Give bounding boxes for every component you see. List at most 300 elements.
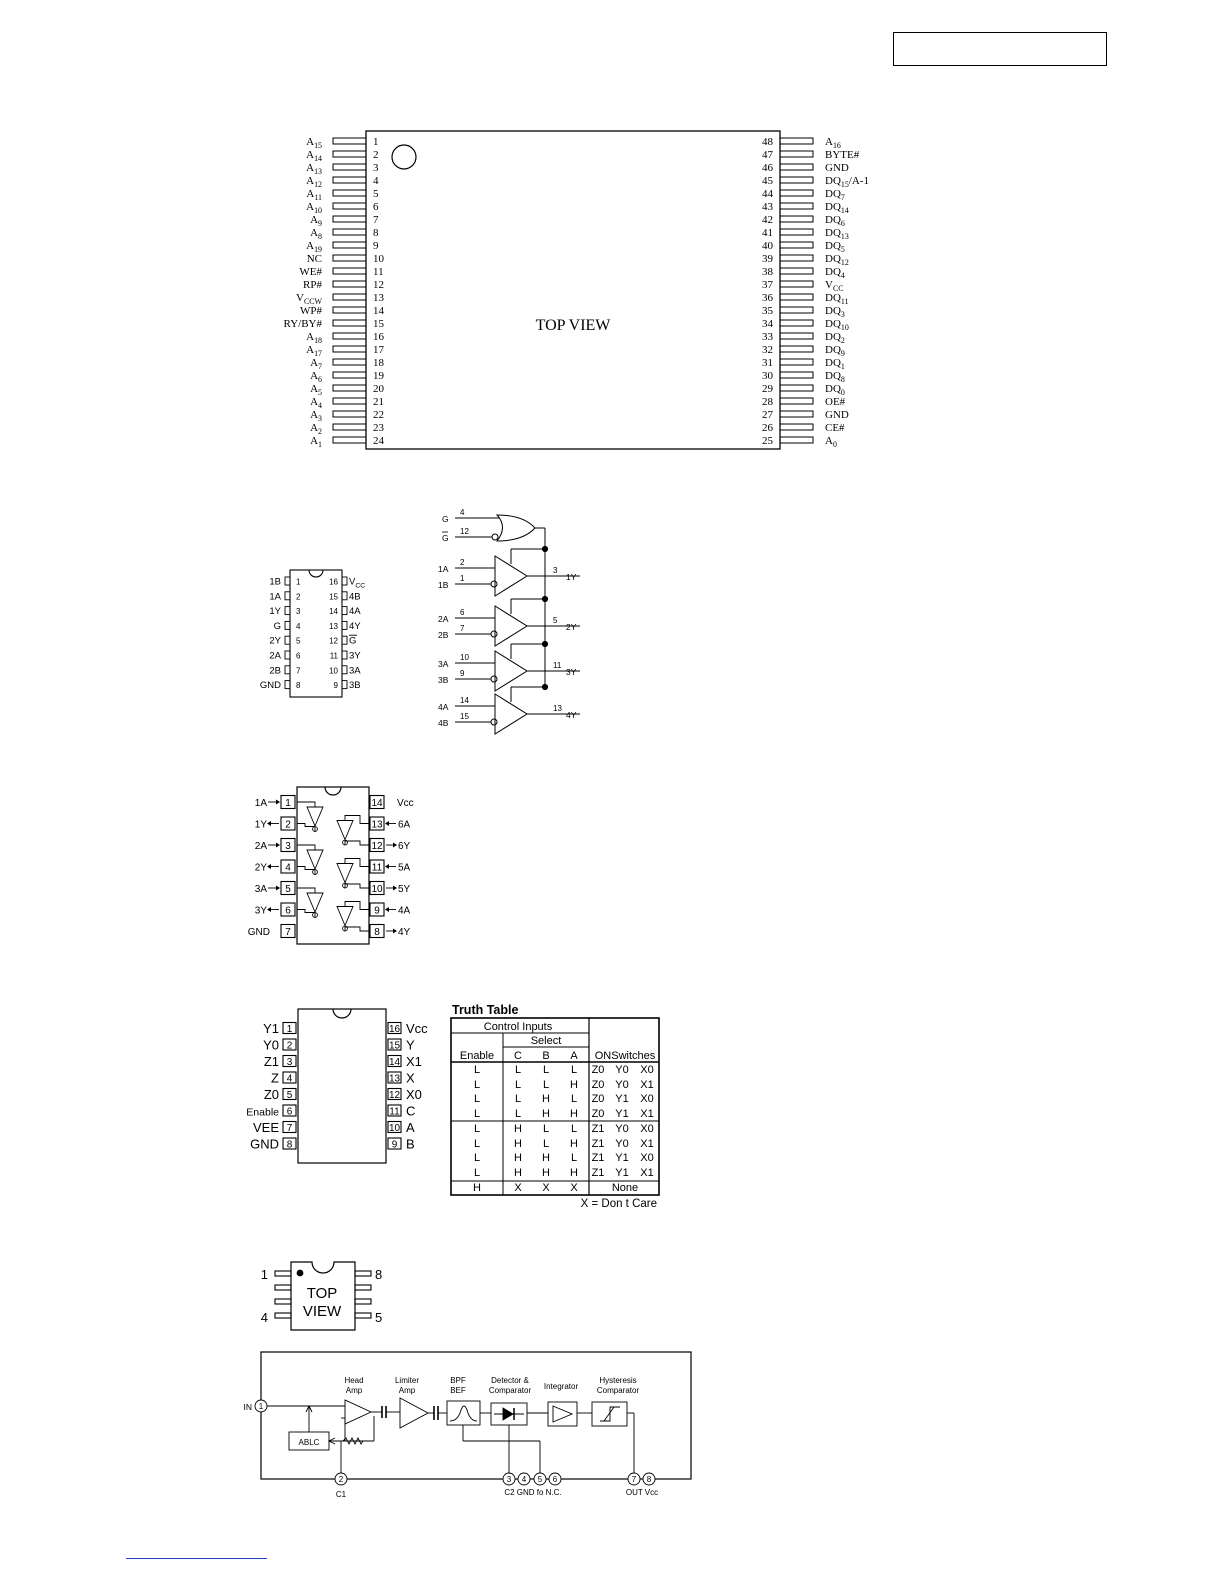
analog-mux-left-pins	[246, 1021, 296, 1152]
pin-number: 15	[373, 318, 384, 330]
pin-label: $A_{14}$	[306, 149, 322, 163]
tsop48-pin-23	[310, 422, 384, 436]
hex-pin-1	[255, 796, 295, 810]
truth-table-cell: L	[514, 1064, 522, 1076]
pin-number: 4	[373, 175, 379, 187]
pin-label: Vcc	[397, 798, 414, 809]
output-label: 2Y	[566, 622, 577, 632]
truth-table-cell: Z0	[591, 1108, 605, 1120]
pin-number: 5	[285, 884, 291, 895]
pin-number: 25	[762, 435, 773, 447]
tsop48-pin-10	[307, 253, 385, 265]
truth-table-header: A	[570, 1050, 578, 1062]
truth-table-cell: H	[542, 1093, 550, 1105]
pin-number: 16	[329, 577, 338, 587]
input-b-pin: 7	[460, 624, 465, 633]
truth-table-cell: Z0	[591, 1079, 605, 1091]
block-label-line1: Integrator	[543, 1382, 579, 1391]
hex-pin-14	[370, 796, 414, 810]
truth-table-cell: X1	[640, 1108, 654, 1120]
block-pin-1	[255, 1400, 267, 1412]
truth-table-cell: H	[570, 1167, 578, 1179]
truth-table-row	[474, 1167, 654, 1179]
output-pin: 5	[553, 616, 558, 625]
pin-number: 9	[333, 681, 338, 691]
pin-number: 6	[552, 1475, 558, 1484]
truth-table-cell: L	[542, 1079, 550, 1091]
dip16-right-pins	[329, 577, 365, 692]
pin-label: GND	[250, 1136, 279, 1152]
tsop48-package	[283, 131, 868, 449]
pin-number: 46	[762, 162, 773, 174]
analog-mux-package	[246, 1009, 428, 1163]
pin-number: 1	[286, 1024, 293, 1035]
truth-table-cell: H	[542, 1167, 550, 1179]
tsop48-pin-39	[762, 253, 849, 267]
block-label-6	[597, 1376, 640, 1395]
pin-number: 8	[296, 681, 301, 691]
pin-number: 15	[388, 1040, 401, 1052]
pin-label: $DQ_9$	[825, 344, 845, 358]
pin-label: Y1	[263, 1021, 279, 1036]
tsop48-right-pins	[762, 136, 869, 449]
inverter-6	[337, 816, 369, 846]
gate-pin-number: 12	[460, 527, 469, 536]
pin-number: 6	[373, 201, 379, 213]
hex-pin-6	[255, 903, 295, 917]
pin-number: 3	[285, 841, 291, 852]
pin-label: 2B	[269, 665, 281, 677]
analog-mux-right-pins	[388, 1021, 428, 1152]
input-a-pin: 10	[460, 653, 469, 662]
pin-number: 9	[391, 1139, 398, 1151]
pin-number: 10	[371, 884, 383, 895]
soic8-label-view: VIEW	[302, 1303, 342, 1320]
tsop48-pin-4	[306, 175, 379, 189]
hex-pin-2	[255, 817, 295, 831]
truth-table-cell: X1	[640, 1079, 654, 1091]
tsop48-pin-38	[762, 266, 845, 280]
pin-label: $DQ_2$	[825, 331, 845, 345]
truth-table-cell: Y1	[615, 1108, 629, 1120]
pin-label: 4Y	[349, 620, 361, 632]
pin-label: NC	[306, 253, 322, 265]
pin-number: 16	[373, 331, 384, 343]
truth-table-cell: Z1	[591, 1138, 605, 1150]
hex-pin-8	[370, 925, 411, 939]
pin-number: 2	[296, 592, 301, 602]
dip16-pin-7	[269, 665, 301, 676]
pin-number: 8	[286, 1139, 293, 1151]
truth-table-cell: Y0	[615, 1064, 629, 1076]
block-label-line2: Comparator	[596, 1386, 640, 1395]
pin-label: $DQ_8$	[825, 370, 845, 384]
pin-label: 1B	[269, 576, 281, 588]
amux-pin-11	[388, 1104, 415, 1119]
tsop48-pin-45	[762, 175, 869, 189]
pin-number: 12	[371, 841, 383, 852]
pin-label: $DQ_{15}/A-1$	[825, 175, 869, 189]
pin-label: 3Y	[254, 905, 267, 917]
dip16-pin-16	[329, 577, 365, 590]
pin-number: 11	[371, 862, 383, 874]
pin-number: 12	[388, 1090, 401, 1101]
pin-label: $A_{12}$	[306, 175, 322, 189]
pin-label: WE#	[299, 266, 322, 278]
tsop48-body	[366, 131, 780, 449]
pin-number: 6	[285, 905, 291, 917]
pin-number: 5	[296, 636, 301, 646]
gate-pin-number: 4	[460, 508, 465, 517]
pin-number: 4	[285, 862, 291, 874]
tsop48-pin-2	[306, 149, 378, 163]
dip16-pin-9	[334, 680, 361, 691]
ir-receiver-block-diagram	[244, 1352, 692, 1499]
pin-label: $DQ_{11}$	[825, 292, 849, 306]
truth-table-row	[474, 1064, 654, 1076]
truth-table	[451, 1003, 659, 1210]
pin-label: $A_0$	[825, 435, 837, 449]
input-b-label: 1B	[438, 580, 449, 590]
truth-table-cell: X	[542, 1182, 550, 1194]
pin-label: 3A	[349, 665, 361, 677]
truth-table-cell: Y1	[615, 1167, 629, 1179]
truth-table-cell: L	[542, 1123, 550, 1135]
hex-pin-10	[370, 882, 411, 896]
pin-number: 7	[296, 666, 301, 676]
pin-label: 4A	[349, 606, 361, 618]
truth-table-cell: X0	[640, 1064, 654, 1076]
tsop48-pin-28	[762, 396, 846, 408]
pin-label: 4A	[398, 905, 411, 917]
pin-label: RP#	[303, 279, 322, 291]
pin-number: 9	[373, 240, 379, 252]
tsop48-pin-18	[310, 357, 384, 371]
pin-label: 1Y	[254, 819, 267, 831]
tsop48-pin-16	[306, 331, 384, 345]
pin-label: 2A	[254, 841, 267, 852]
pin-number: 5	[373, 188, 379, 200]
inversion-bubble	[491, 676, 497, 682]
input-b-label: 2B	[438, 630, 449, 640]
pin-number: 39	[762, 253, 773, 265]
output-pin: 11	[553, 661, 562, 670]
pin-number: 9	[374, 905, 380, 917]
pin-number: 12	[373, 279, 384, 291]
pin-number: 10	[388, 1123, 401, 1134]
pin-number: 13	[371, 819, 383, 831]
block-pin-2	[335, 1473, 347, 1485]
pin-label: 1A	[269, 591, 281, 603]
pin-number: 3	[286, 1057, 293, 1068]
pin-label: $DQ_7$	[825, 188, 845, 202]
dip16-pin-11	[330, 651, 362, 662]
pin-label: $V_{CC}$	[349, 576, 366, 590]
soic8-pin-5: 5	[375, 1310, 383, 1325]
dip16-pin-5	[269, 636, 301, 647]
tsop48-pin-40	[762, 240, 845, 254]
truth-table-cell: Z0	[591, 1093, 605, 1105]
pin-number: 2	[338, 1475, 344, 1484]
pin-number: 15	[329, 592, 338, 602]
hex-pin-7	[248, 925, 295, 939]
truth-table-cell: L	[473, 1167, 481, 1179]
block-label-5	[544, 1382, 579, 1391]
limiter-amp-block	[400, 1398, 428, 1428]
pin-number: 13	[388, 1073, 401, 1085]
truth-table-row	[474, 1123, 654, 1135]
pin-number: 8	[373, 227, 379, 239]
pin-number: 1	[296, 577, 301, 587]
hex-inverter-body	[297, 787, 369, 944]
pin-number: 12	[329, 636, 338, 646]
truth-table-cell: H	[570, 1138, 578, 1150]
truth-table-cell: H	[514, 1138, 522, 1150]
pin-number: 29	[762, 383, 773, 395]
dip16-pin-4	[274, 621, 301, 632]
truth-table-cell: L	[514, 1079, 522, 1091]
inversion-bubble	[492, 534, 498, 540]
pin-number: 7	[285, 927, 291, 938]
pin-number: 36	[762, 292, 773, 304]
pin-label: 5A	[398, 862, 411, 874]
truth-table-cell: Z1	[591, 1123, 605, 1135]
pin-label: Z	[271, 1070, 279, 1086]
pin-number: 1	[258, 1402, 264, 1411]
pin-label: $A_{11}$	[306, 188, 322, 202]
pin-number: 3	[506, 1475, 512, 1484]
tsop48-pin-15	[283, 318, 384, 330]
junction-dot	[542, 684, 547, 689]
tsop48-pin-32	[762, 344, 845, 358]
amux-pin-13	[388, 1071, 415, 1086]
pin-label: Vcc	[406, 1021, 428, 1036]
pin-number: 8	[646, 1475, 652, 1484]
head-amp-block	[345, 1400, 371, 1424]
dip16-left-pins	[260, 577, 301, 692]
dip16-pin-10	[329, 665, 361, 676]
pin-number: 11	[329, 651, 338, 661]
pin-number: 11	[389, 1106, 400, 1118]
dip16-pin-14	[329, 606, 361, 617]
hex-inverter-left-pins	[248, 796, 295, 939]
tsop48-pin-36	[762, 292, 849, 306]
hex-pin-13	[370, 817, 411, 831]
hex-pin-3	[255, 839, 295, 853]
pin-label: $A_{13}$	[306, 162, 322, 176]
truth-table-cell: X0	[640, 1093, 654, 1105]
pin-number: 48	[762, 136, 773, 148]
tsop48-pin-17	[306, 344, 384, 358]
pin-label: $DQ_0$	[825, 383, 845, 397]
pin-number: 37	[762, 279, 773, 291]
truth-table-cell: L	[473, 1108, 481, 1120]
amux-pin-12	[388, 1087, 422, 1102]
pin-number: 27	[762, 409, 773, 421]
tsop48-pin-3	[306, 162, 379, 176]
truth-table-cell: Y0	[615, 1138, 629, 1150]
tsop48-pin-42	[762, 214, 845, 228]
tsop48-pin-35	[762, 305, 845, 319]
tsop48-pin-26	[762, 422, 845, 434]
pin-label: $A_3$	[310, 409, 322, 423]
pin-number: 2	[285, 819, 291, 831]
pin-label: WP#	[300, 305, 322, 317]
block-label-line1: BPF	[450, 1376, 466, 1385]
tsop48-pin-34	[762, 318, 849, 332]
soic8-label-top: TOP	[306, 1285, 338, 1302]
pin-label: $A_9$	[310, 214, 322, 228]
pin-label: $A_4$	[310, 396, 322, 410]
truth-table-cell: L	[570, 1093, 578, 1105]
tsop48-pin-12	[303, 279, 384, 291]
block-label-line1: Head	[344, 1376, 364, 1385]
pin-label: Y	[406, 1037, 415, 1053]
truth-table-cell: H	[473, 1182, 481, 1194]
pin-number: 14	[371, 798, 383, 809]
junction-dot	[542, 546, 547, 551]
inverter-2	[297, 845, 323, 875]
pin-number: 4	[521, 1475, 527, 1484]
amux-pin-5	[264, 1087, 296, 1102]
output-pin: 13	[553, 704, 562, 713]
analog-mux-notch	[333, 1009, 351, 1018]
input-a-pin: 6	[460, 608, 465, 617]
pin-label: 2Y	[254, 862, 267, 874]
tsop48-pin-7	[310, 214, 379, 228]
pin-label: Z0	[263, 1087, 279, 1102]
tsop48-pin-41	[762, 227, 849, 241]
pin-number: 7	[373, 214, 379, 226]
truth-table-cell: Z0	[591, 1064, 605, 1076]
pin-label: $DQ_6$	[825, 214, 845, 228]
tsop48-pin-27	[762, 409, 849, 421]
tsop48-pin-19	[310, 370, 384, 384]
dip16-pin-13	[329, 621, 361, 632]
truth-table-cell: L	[473, 1064, 481, 1076]
pin-label: 4Y	[398, 927, 411, 938]
pin-label: $A_5$	[310, 383, 322, 397]
output-pin: 3	[553, 566, 558, 575]
input-a-label: 3A	[438, 659, 449, 669]
pin-number: 35	[762, 305, 773, 317]
input-b-pin: 1	[460, 574, 465, 583]
truth-table-cell: L	[570, 1152, 578, 1164]
pin-label: 6Y	[398, 841, 411, 852]
select-header: Select	[530, 1035, 562, 1047]
pin-number: 3	[373, 162, 379, 174]
truth-table-row	[474, 1138, 654, 1150]
tsop48-pin-1	[306, 136, 378, 150]
inverter-4	[337, 902, 369, 932]
tsop48-pin-33	[762, 331, 845, 345]
tsop48-pin-5	[306, 188, 379, 202]
tsop48-pin-8	[310, 227, 379, 241]
pin-label: Z1	[263, 1054, 279, 1069]
pin-number: 10	[373, 253, 384, 265]
pin-number: 3	[296, 607, 301, 617]
pin-number: 1	[373, 136, 379, 148]
pin-number: 10	[329, 666, 338, 676]
truth-table-cell: X0	[640, 1123, 654, 1135]
pin-label: $A_{17}$	[306, 344, 322, 358]
truth-table-cell: H	[514, 1167, 522, 1179]
tsop48-pin-29	[762, 383, 845, 397]
pin-number: 6	[296, 651, 301, 661]
input-a-label: 1A	[438, 564, 449, 574]
truth-table-cell: L	[473, 1152, 481, 1164]
junction-dot	[542, 596, 547, 601]
pin-label: 2A	[269, 650, 281, 662]
pin-label: $A_{19}$	[306, 240, 322, 254]
pin-label: G	[273, 620, 281, 632]
truth-table-cell: L	[542, 1138, 550, 1150]
block-label-line1: Limiter	[394, 1376, 420, 1385]
tsop48-left-pins	[283, 136, 384, 449]
analog-mux-body	[298, 1009, 386, 1163]
truth-table-cell: Y1	[615, 1093, 629, 1105]
pin-label: A	[406, 1120, 415, 1135]
input-a-label: 2A	[438, 614, 449, 624]
soic8-pin-8: 8	[375, 1267, 383, 1282]
pin-label: 5Y	[398, 884, 411, 895]
block-label-1	[344, 1376, 363, 1395]
tsop48-pin-13	[296, 292, 384, 306]
truth-table-header: ONSwitches	[594, 1050, 656, 1062]
truth-table-cell: L	[570, 1064, 578, 1076]
truth-table-row	[474, 1079, 654, 1091]
dip16-pin-1	[269, 577, 301, 588]
amux-pin-9	[388, 1137, 415, 1152]
tsop48-center-label: TOP VIEW	[535, 317, 611, 334]
pin-number: 30	[762, 370, 773, 382]
truth-table-cell: Y1	[615, 1152, 629, 1164]
input-a-pin: 14	[460, 696, 469, 705]
pin-number: 7	[631, 1475, 637, 1484]
truth-table-row	[474, 1152, 654, 1164]
logic-diagram	[455, 515, 580, 734]
pin-label: C	[406, 1103, 416, 1119]
pin-label: $A_{18}$	[306, 331, 322, 345]
tsop48-pin-11	[299, 266, 383, 278]
bottom-pins-label-left: C2 GND fo N.C.	[504, 1488, 562, 1497]
dip16-pin-12	[329, 635, 357, 647]
input-b-pin: 15	[460, 712, 469, 721]
truth-table-cell: L	[514, 1108, 522, 1120]
truth-table-cell: Z1	[591, 1152, 605, 1164]
truth-table-cell: H	[514, 1152, 522, 1164]
hex-pin-12	[370, 839, 411, 853]
soic8-package	[261, 1262, 382, 1330]
truth-table-footnote: X = Don t Care	[580, 1198, 657, 1210]
pin-number: 6	[286, 1106, 293, 1118]
block-diagram-frame	[258, 1352, 691, 1479]
pin-label: $A_2$	[310, 422, 322, 436]
pin-label: $DQ_4$	[825, 266, 845, 280]
input-b-label: 3B	[438, 675, 449, 685]
pin-label: $V_{CCW}$	[296, 292, 322, 306]
hex-pin-5	[255, 882, 295, 896]
truth-table-cell: X	[570, 1182, 578, 1194]
pin-number: 38	[762, 266, 773, 278]
hex-pin-9	[370, 903, 411, 917]
truth-table-cell: L	[514, 1093, 522, 1105]
truth-table-cell: L	[473, 1123, 481, 1135]
block-label-2	[395, 1376, 419, 1395]
truth-table-row	[473, 1182, 638, 1194]
inversion-bubble	[491, 581, 497, 587]
dip16-pin-15	[329, 591, 361, 602]
